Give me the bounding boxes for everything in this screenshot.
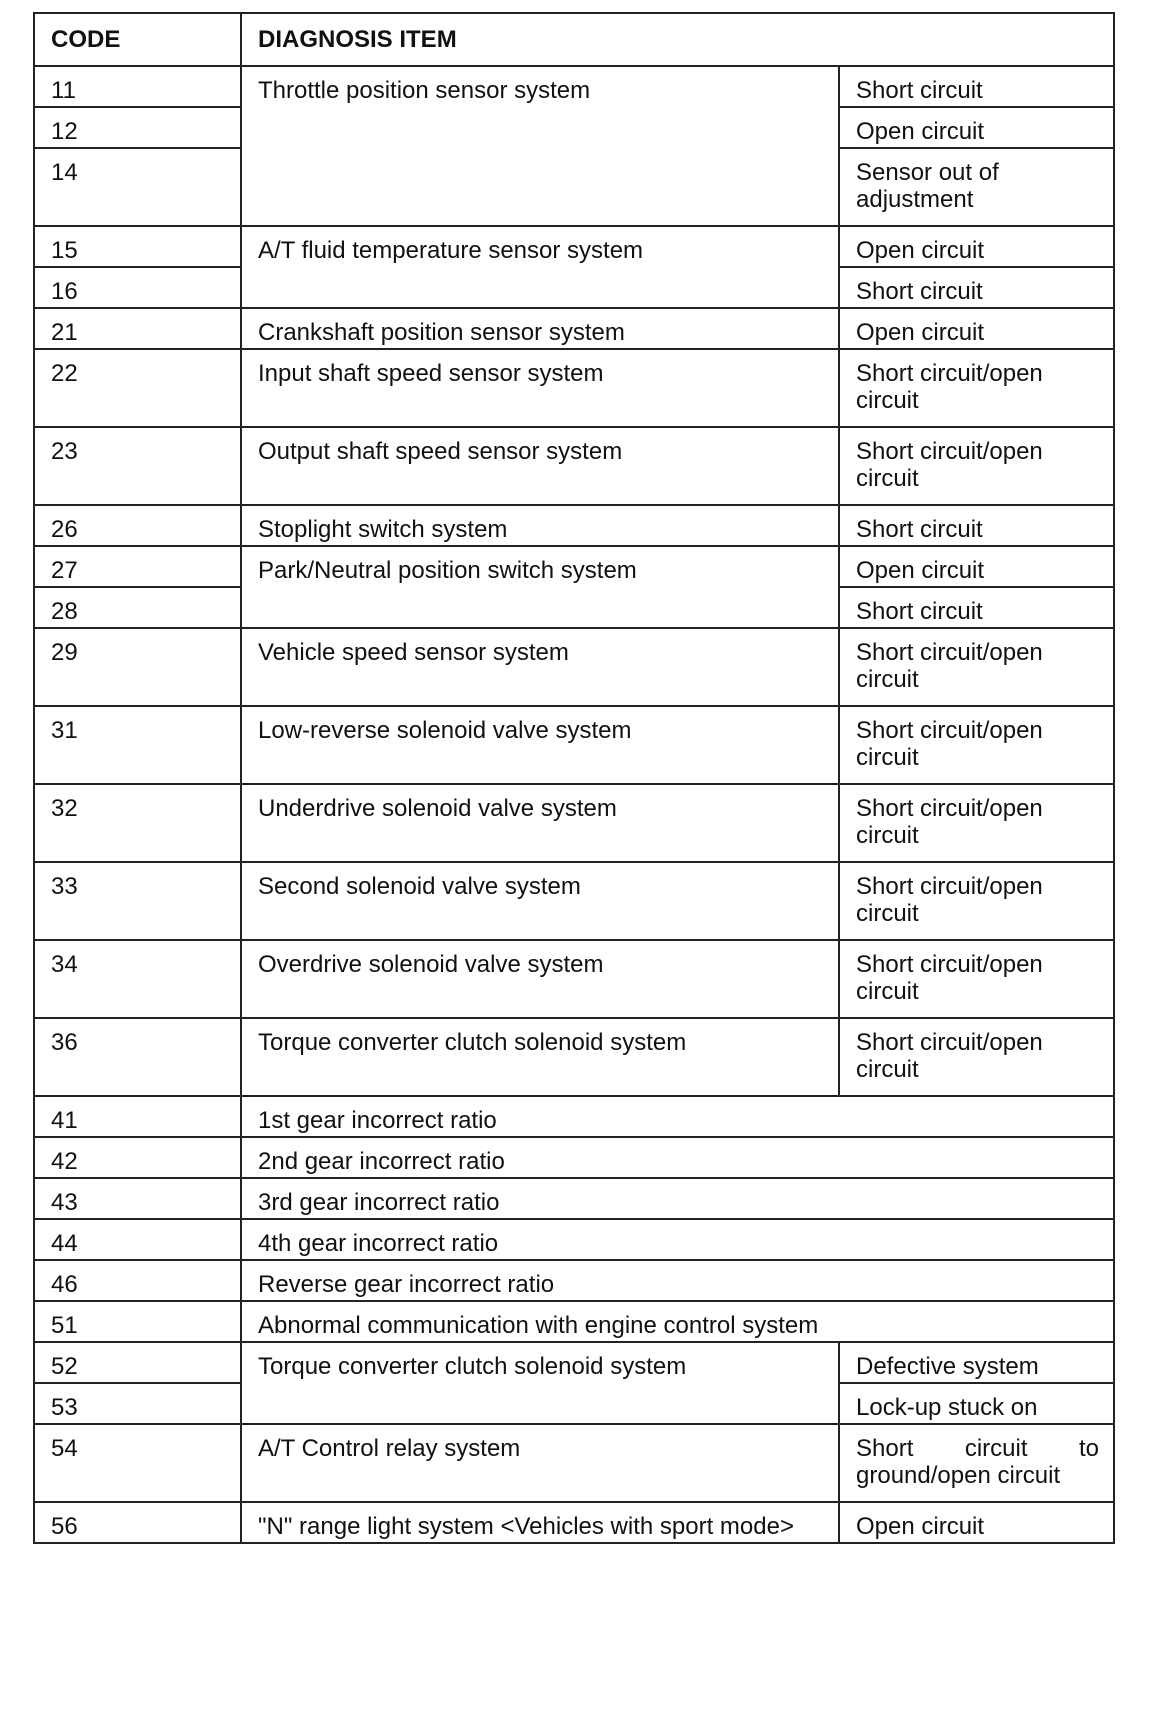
detail-cell: Short circuit/open circuit: [839, 1018, 1114, 1096]
code-cell: 56: [34, 1502, 241, 1543]
table-row: [34, 940, 1114, 1018]
code-cell: 26: [34, 505, 241, 546]
code-cell: 32: [34, 784, 241, 862]
diagnosis-item-cell: A/T fluid temperature sensor system: [241, 226, 839, 308]
detail-cell: Open circuit: [839, 546, 1114, 587]
diagnosis-item-cell: Second solenoid valve system: [241, 862, 839, 940]
code-cell: 44: [34, 1219, 241, 1260]
diagnosis-item-cell: Torque converter clutch solenoid system: [241, 1018, 839, 1096]
diagnosis-item-cell: A/T Control relay system: [241, 1424, 839, 1502]
detail-cell: Short circuit: [839, 267, 1114, 308]
code-column-header: CODE: [34, 13, 241, 66]
table-row: [34, 706, 1114, 784]
code-cell: 33: [34, 862, 241, 940]
code-cell: 21: [34, 308, 241, 349]
table-row: [34, 1502, 1114, 1543]
diagnosis-item-cell: Reverse gear incorrect ratio: [241, 1260, 1114, 1301]
table-row: [34, 1096, 1114, 1137]
table-row: [34, 1018, 1114, 1096]
diagnosis-item-cell: Overdrive solenoid valve system: [241, 940, 839, 1018]
code-cell: 31: [34, 706, 241, 784]
table-row: [34, 1342, 1114, 1383]
code-cell: 34: [34, 940, 241, 1018]
code-cell: 16: [34, 267, 241, 308]
code-cell: 11: [34, 66, 241, 107]
diagnosis-item-cell: 4th gear incorrect ratio: [241, 1219, 1114, 1260]
code-cell: 15: [34, 226, 241, 267]
code-cell: 12: [34, 107, 241, 148]
detail-cell: Short circuit: [839, 587, 1114, 628]
diagnosis-item-cell: Output shaft speed sensor system: [241, 427, 839, 505]
detail-cell: Open circuit: [839, 226, 1114, 267]
detail-cell: Defective system: [839, 1342, 1114, 1383]
table-row: [34, 628, 1114, 706]
diagnosis-item-cell: Abnormal communication with engine control system: [241, 1301, 1114, 1342]
diagnosis-item-cell: 3rd gear incorrect ratio: [241, 1178, 1114, 1219]
diagnosis-item-cell: 2nd gear incorrect ratio: [241, 1137, 1114, 1178]
detail-cell: Sensor out of adjustment: [839, 148, 1114, 226]
diagnosis-item-cell: "N" range light system <Vehicles with sport mode>: [241, 1502, 839, 1543]
detail-cell: Open circuit: [839, 308, 1114, 349]
diagnosis-item-cell: 1st gear incorrect ratio: [241, 1096, 1114, 1137]
table-row: [34, 66, 1114, 107]
code-cell: 29: [34, 628, 241, 706]
code-cell: 52: [34, 1342, 241, 1383]
diagnosis-item-cell: Torque converter clutch solenoid system: [241, 1342, 839, 1424]
detail-cell: Short circuit: [839, 505, 1114, 546]
diagnosis-item-cell: Crankshaft position sensor system: [241, 308, 839, 349]
table-row: [34, 1301, 1114, 1342]
detail-cell: Open circuit: [839, 107, 1114, 148]
diagnosis-item-cell: Park/Neutral position switch system: [241, 546, 839, 628]
detail-cell: Short circuit to ground/open circuit: [839, 1424, 1114, 1502]
diagnosis-item-cell: Throttle position sensor system: [241, 66, 839, 226]
code-cell: 41: [34, 1096, 241, 1137]
diagnosis-item-cell: Low-reverse solenoid valve system: [241, 706, 839, 784]
detail-cell: Short circuit: [839, 66, 1114, 107]
table-row: [34, 1260, 1114, 1301]
detail-cell: Short circuit/open circuit: [839, 862, 1114, 940]
code-cell: 28: [34, 587, 241, 628]
detail-cell: Short circuit/open circuit: [839, 427, 1114, 505]
code-cell: 54: [34, 1424, 241, 1502]
code-cell: 46: [34, 1260, 241, 1301]
code-cell: 43: [34, 1178, 241, 1219]
table-row: [34, 308, 1114, 349]
table-row: [34, 862, 1114, 940]
code-cell: 53: [34, 1383, 241, 1424]
code-cell: 51: [34, 1301, 241, 1342]
table-row: [34, 505, 1114, 546]
code-cell: 22: [34, 349, 241, 427]
detail-cell: Short circuit/open circuit: [839, 706, 1114, 784]
diagnosis-item-cell: Stoplight switch system: [241, 505, 839, 546]
detail-cell: Short circuit/open circuit: [839, 940, 1114, 1018]
detail-cell: Open circuit: [839, 1502, 1114, 1543]
table-row: [34, 546, 1114, 587]
diagnosis-item-cell: Underdrive solenoid valve system: [241, 784, 839, 862]
diagnosis-item-cell: Input shaft speed sensor system: [241, 349, 839, 427]
code-cell: 23: [34, 427, 241, 505]
detail-cell: Short circuit/open circuit: [839, 628, 1114, 706]
detail-cell: Lock-up stuck on: [839, 1383, 1114, 1424]
table-header-row: [34, 13, 1114, 66]
table-row: [34, 1219, 1114, 1260]
table-row: [34, 226, 1114, 267]
diagnosis-item-column-header: DIAGNOSIS ITEM: [241, 13, 1114, 66]
detail-cell: Short circuit/open circuit: [839, 349, 1114, 427]
diagnosis-item-cell: Vehicle speed sensor system: [241, 628, 839, 706]
table-row: [34, 1424, 1114, 1502]
code-cell: 14: [34, 148, 241, 226]
table-row: [34, 427, 1114, 505]
code-cell: 42: [34, 1137, 241, 1178]
table-row: [34, 784, 1114, 862]
code-cell: 27: [34, 546, 241, 587]
table-row: [34, 349, 1114, 427]
diagnosis-code-table: [33, 12, 1115, 1544]
table-row: [34, 1178, 1114, 1219]
table-row: [34, 1137, 1114, 1178]
code-cell: 36: [34, 1018, 241, 1096]
detail-cell: Short circuit/open circuit: [839, 784, 1114, 862]
